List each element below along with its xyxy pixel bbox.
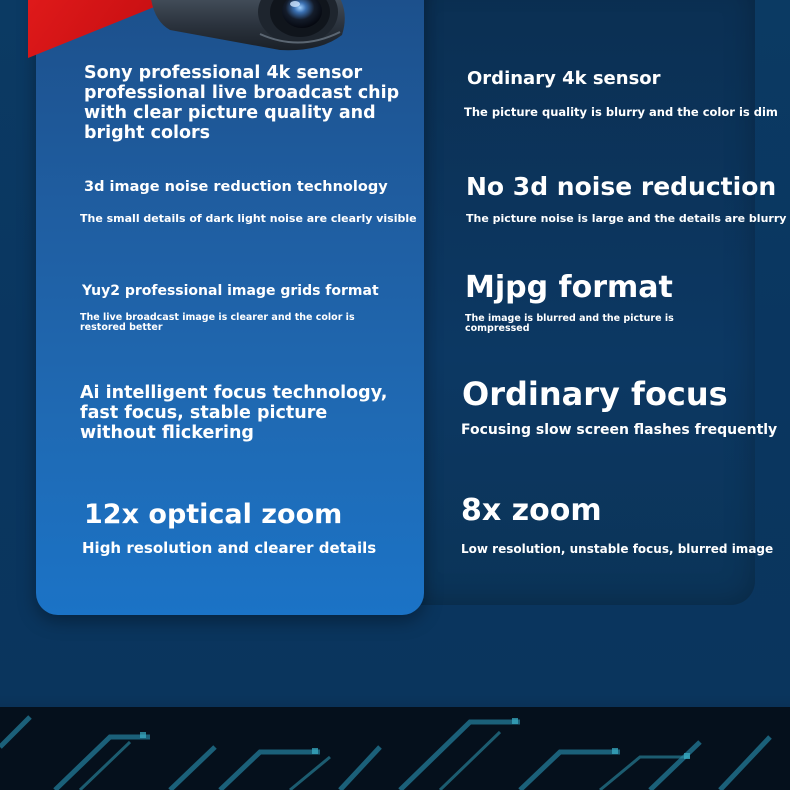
left-zoom-title: 12x optical zoom	[84, 499, 343, 530]
left-noise-desc: The small details of dark light noise are clearly visible	[80, 212, 417, 225]
left-zoom-desc: High resolution and clearer details	[82, 539, 377, 557]
right-format-desc: The image is blurred and the picture is compressed	[465, 313, 674, 334]
camera-image	[150, 0, 350, 60]
left-noise-title: 3d image noise reduction technology	[84, 179, 388, 195]
right-zoom-desc: Low resolution, unstable focus, blurred image	[461, 542, 774, 556]
right-focus-title: Ordinary focus	[462, 375, 728, 413]
right-sensor-desc: The picture quality is blurry and the color is dim	[464, 105, 778, 119]
left-format-desc: The live broadcast image is clearer and the color is restored better	[80, 312, 355, 333]
circuit-pattern	[0, 707, 790, 790]
left-sensor-title: Sony professional 4k sensor professional live broadcast chip with clear picture quality and bright colors	[84, 63, 400, 143]
right-zoom-title: 8x zoom	[461, 493, 602, 528]
left-focus-title: Ai intelligent focus technology, fast focus, stable picture without flickering	[80, 383, 388, 443]
right-sensor-title: Ordinary 4k sensor	[467, 68, 661, 89]
right-format-title: Mjpg format	[465, 270, 673, 305]
right-focus-desc: Focusing slow screen flashes frequently	[461, 422, 778, 438]
left-format-title: Yuy2 professional image grids format	[82, 283, 379, 299]
right-noise-desc: The picture noise is large and the details are blurry	[466, 212, 787, 225]
right-noise-title: No 3d noise reduction	[466, 172, 777, 201]
